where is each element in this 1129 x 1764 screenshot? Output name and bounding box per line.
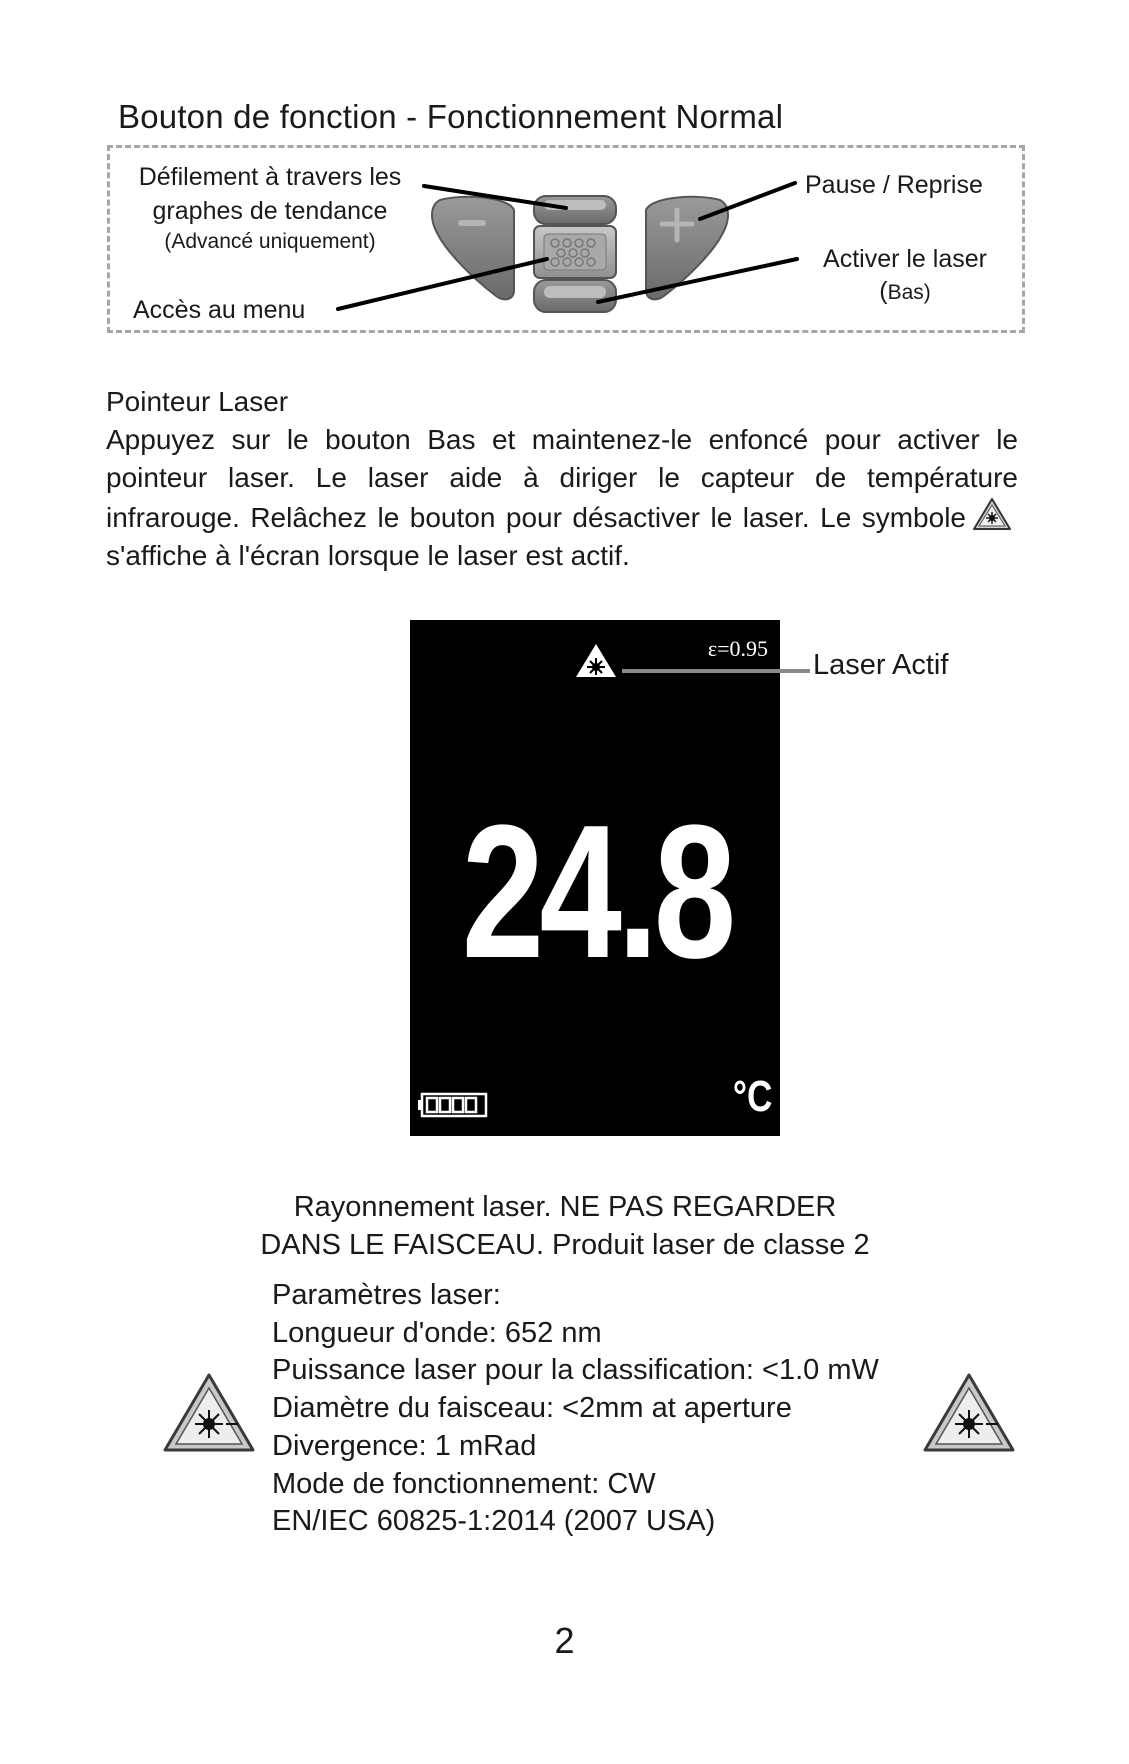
thermometer-display [410,620,780,1136]
laser-warning-sign-right-icon [922,1372,1016,1454]
activate-laser-paren: ( [879,277,888,305]
param-line: Mode de fonctionnement: CW [272,1467,656,1500]
param-line: Divergence: 1 mRad [272,1429,537,1462]
unit-label: °C [732,1072,772,1121]
param-line: Longueur d'onde: 652 nm [272,1316,602,1349]
pause-resume-label: Pause / Reprise [805,171,983,199]
laser-pointer-text [106,421,1018,575]
laser-active-label: Laser Actif [813,649,949,681]
param-line: Diamètre du faisceau: <2mm at aperture [272,1392,792,1425]
page-number: 2 [554,1620,575,1661]
activate-laser-label-text: Activer le laser [823,245,987,273]
scroll-trend-label-line1: Défilement à travers les [138,163,402,191]
temperature-reading: 24.8 [461,786,732,998]
activate-laser-note: Bas) [887,281,931,304]
warning-line-2: DANS LE FAISCEAU. Produit laser de classe 2 [260,1229,870,1261]
laser-pointer-heading: Pointeur Laser [106,386,289,417]
param-line: Puissance laser pour la classification: <1.0 mW [272,1354,879,1387]
laser-warning-icon [972,497,1012,531]
param-line: EN/IEC 60825-1:2014 (2007 USA) [272,1505,716,1538]
laser-pointer-text-start: Appuyez sur le bouton Bas et maintenez-le enfoncé pour activer le pointeur laser. Le laser aide à diriger le capteur de température infrarouge. Relâchez le bouton pour désactiver le laser. Le symbole [106,424,1018,533]
keypad-callout-lines [0,0,1129,340]
laser-warning-sign-left-icon [162,1372,256,1454]
scroll-trend-label-line2: graphes de tendance [152,197,388,225]
menu-access-label: Accès au menu [133,296,306,324]
warning-line-1: Rayonnement laser. NE PAS REGARDER [293,1191,837,1223]
laser-pointer-section [106,383,1018,575]
laser-active-callout-line [620,660,820,680]
laser-warning-text [200,1188,930,1264]
laser-pointer-text-end: s'affiche à l'écran lorsque le laser est actif. [106,540,630,571]
param-line: Paramètres laser: [272,1279,501,1311]
battery-icon [418,1092,488,1118]
laser-parameters [272,1277,879,1541]
section-title: Bouton de fonction - Fonctionnement Normal [118,98,784,135]
emissivity-readout: ε=0.95 [707,636,768,661]
laser-active-icon [574,642,618,680]
scroll-trend-note: (Advancé uniquement) [164,230,376,253]
